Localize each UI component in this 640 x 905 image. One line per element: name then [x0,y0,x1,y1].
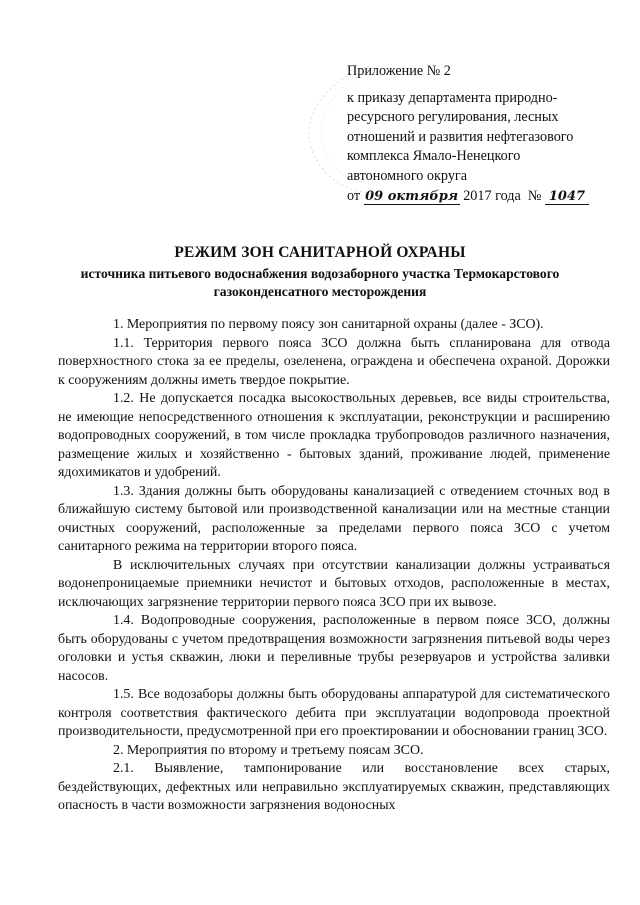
paragraph: 1.2. Не допускается посадка высокоствольных деревьев, все виды строительства, не имеющие непосредственного отношения к эксплуатации, реконструкции и расширению водопроводных сооружений, в том числе прокладка трубопроводов различного назначения, размещение жилых и хозяйственно - бытовых зданий, проживание людей, применение ядохимикатов и удобрений. [58,391,610,480]
paragraph: 1.3. Здания должны быть оборудованы канализацией с отведением сточных вод в ближайшую систему бытовой или производственной канализации или на местные станции очистных сооружений, расположенные за пределами первого пояса ЗСО с учетом санитарного режима на территории второго пояса. [58,483,610,554]
appendix-line: отношений и развития нефтегазового [347,128,574,145]
handwritten-date: 09 октября [365,188,459,204]
title-main: РЕЖИМ ЗОН САНИТАРНОЙ ОХРАНЫ [174,244,466,261]
document-title [40,243,600,301]
appendix-header [347,62,617,206]
appendix-line: автономного округа [347,167,468,184]
appendix-number: Приложение № 2 [347,63,451,79]
document-body [58,316,610,816]
date-prefix: от [347,187,361,204]
paragraph: В исключительных случаях при отсутствии канализации должны устраиваться водонепроницаемые приемники нечистот и бытовых отходов, расположенные в местах, исключающих загрязнение территории первого пояса ЗСО при их вывозе. [58,557,610,610]
title-sub: источника питьевого водоснабжения водозаборного участка Термокарстового газоконденсатного месторождения [80,266,560,299]
paragraph: 2.1. Выявление, тампонирование или восстановление всех старых, бездействующих, дефектных или неправильно эксплуатируемых скважин, представляющих опасность в части возможности загрязнения водоносных [58,761,610,813]
appendix-date-line [347,187,617,207]
handwritten-number: 1047 [545,190,589,205]
paragraph: 1. Мероприятия по первому поясу зон санитарной охраны (далее - ЗСО). [113,317,544,332]
number-prefix: № [527,187,542,204]
appendix-line: комплекса Ямало-Ненецкого [347,148,521,165]
paragraph: 1.5. Все водозаборы должны быть оборудованы аппаратурой для систематического контроля соответствия фактического дебита при эксплуатации водопровода проектной производительности, предусмотренной при его проектировании и обосновании границ ЗСО. [58,687,610,739]
paragraph: 2. Мероприятия по второму и третьему поясам ЗСО. [113,742,424,758]
year: 2017 года [463,187,521,204]
appendix-line: к приказу департамента природно- [347,89,558,106]
paragraph: 1.1. Территория первого пояса ЗСО должна быть спланирована для отвода поверхностного стока за ее пределы, озеленена, ограждена и обеспечена охраной. Дорожки к сооружениям должны иметь твердое покрытие. [58,335,610,388]
appendix-line: ресурсного регулирования, лесных [347,109,559,126]
paragraph: 1.4. Водопроводные сооружения, расположенные в первом поясе ЗСО, должны быть оборудованы с учетом предотвращения возможности загрязнения питьевой воды через оголовки и устья скважин, люки и переливные трубы резервуаров и устройства заливки насосов. [58,613,610,684]
